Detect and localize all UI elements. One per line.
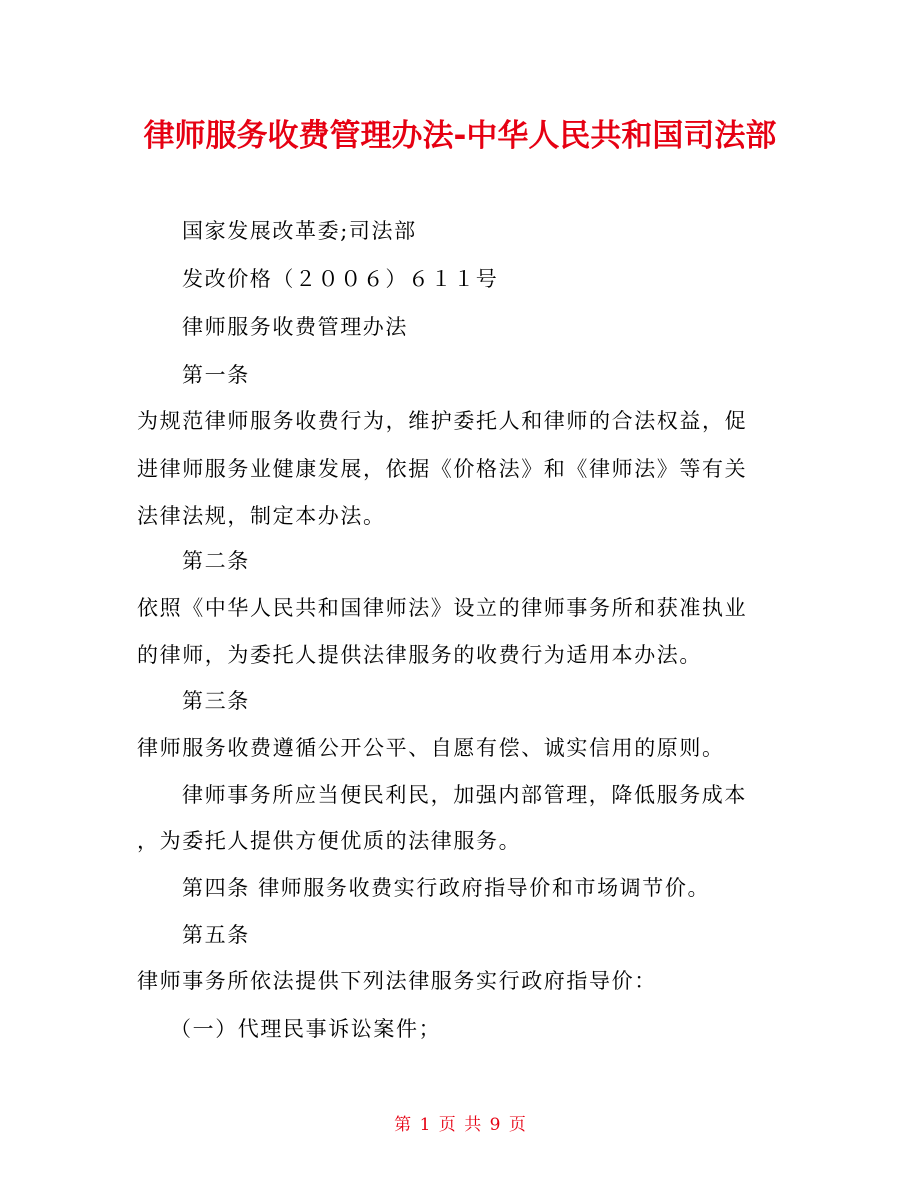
article-3-text-line-3: ，为委托人提供方便优质的法律服务。 xyxy=(137,829,522,853)
article-2-heading: 第二条 xyxy=(182,549,250,573)
article-4-line: 第四条 律师服务收费实行政府指导价和市场调节价。 xyxy=(182,876,711,900)
article-5-text-line-1: 律师事务所依法提供下列法律服务实行政府指导价： xyxy=(137,969,657,993)
article-3-heading: 第三条 xyxy=(182,689,250,713)
article-1-text-line-3: 法律法规，制定本办法。 xyxy=(137,504,386,528)
article-1-text-line-2: 进律师服务业健康发展，依据《价格法》和《律师法》等有关 xyxy=(137,457,748,481)
article-2-text-line-2: 的律师，为委托人提供法律服务的收费行为适用本办法。 xyxy=(137,643,702,667)
document-title: 律师服务收费管理办法-中华人民共和国司法部 xyxy=(143,118,777,154)
issuer-line: 国家发展改革委;司法部 xyxy=(182,219,417,243)
article-5-item-1: （一）代理民事诉讼案件； xyxy=(170,1017,442,1041)
article-1-text-line-1: 为规范律师服务收费行为，维护委托人和律师的合法权益，促 xyxy=(137,409,748,433)
page-footer: 第 1 页 共 9 页 xyxy=(394,1115,526,1135)
subtitle-line: 律师服务收费管理办法 xyxy=(182,315,408,339)
document-number-line: 发改价格（２００６）６１１号 xyxy=(182,267,499,291)
article-5-heading: 第五条 xyxy=(182,923,250,947)
article-2-text-line-1: 依照《中华人民共和国律师法》设立的律师事务所和获准执业 xyxy=(137,596,748,620)
article-1-heading: 第一条 xyxy=(182,363,250,387)
article-3-text-line-2: 律师事务所应当便民利民，加强内部管理，降低服务成本 xyxy=(182,783,747,807)
article-3-text-line-1: 律师服务收费遵循公开公平、自愿有偿、诚实信用的原则。 xyxy=(137,736,725,760)
